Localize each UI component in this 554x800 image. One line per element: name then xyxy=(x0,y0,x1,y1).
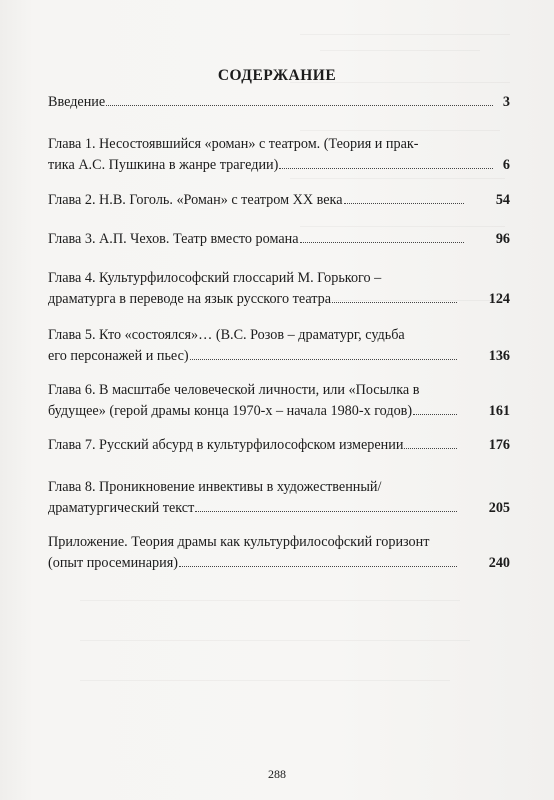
toc-page-number: 205 xyxy=(488,500,510,516)
toc-entry-chapter-7[interactable] xyxy=(48,435,510,456)
toc-entry-title-line1: Глава 8. Проникновение инвективы в художественный/ xyxy=(48,479,382,495)
toc-entry-title-line1: Глава 5. Кто «состоялся»… (В.С. Розов – драматург, судьба xyxy=(48,327,405,343)
toc-page-number: 6 xyxy=(502,157,510,173)
show-through-line xyxy=(290,178,505,179)
toc-entry-title-line1: Глава 4. Культурфилософский глоссарий М. Горького – xyxy=(48,270,382,286)
show-through-line xyxy=(300,130,500,131)
toc-entry-title: Глава 2. Н.В. Гоголь. «Роман» с театром XX века xyxy=(48,192,343,208)
dot-leader xyxy=(300,233,464,243)
show-through-line xyxy=(320,50,480,51)
dot-leader xyxy=(195,502,456,512)
toc-entry-chapter-2[interactable] xyxy=(48,190,510,211)
toc-entry-title-line1: Глава 1. Несостоявшийся «роман» с театром. (Теория и прак- xyxy=(48,136,419,152)
dot-leader xyxy=(279,159,493,169)
toc-entry-appendix[interactable] xyxy=(48,532,510,574)
show-through-line xyxy=(80,680,450,681)
toc-entry-title-line1: Приложение. Теория драмы как культурфилософский горизонт xyxy=(48,534,430,550)
toc-page-number: 136 xyxy=(488,348,510,364)
dot-leader xyxy=(413,405,457,415)
dot-leader xyxy=(190,350,457,360)
show-through-line xyxy=(300,226,505,227)
toc-entry-title-line2: будущее» (герой драмы конца 1970-х – начала 1980-х годов) xyxy=(48,403,413,419)
toc-entry-title-line2: драматурга в переводе на язык русского театра xyxy=(48,291,332,307)
show-through-line xyxy=(80,640,470,641)
toc-page-number: 161 xyxy=(488,403,510,419)
toc-page-number: 96 xyxy=(495,231,510,247)
toc-entry-title-line2: драматургический текст xyxy=(48,500,195,516)
toc-entry-title: Введение xyxy=(48,94,106,110)
toc-title: СОДЕРЖАНИЕ xyxy=(217,67,337,84)
dot-leader xyxy=(106,96,493,106)
toc-entry-introduction[interactable] xyxy=(48,92,510,113)
toc-page-number: 54 xyxy=(495,192,510,208)
page-number: 288 xyxy=(268,767,286,781)
toc-entry-chapter-5[interactable] xyxy=(48,325,510,367)
toc-entry-chapter-8[interactable] xyxy=(48,477,510,519)
dot-leader xyxy=(404,439,456,449)
toc-entry-chapter-3[interactable] xyxy=(48,229,510,250)
toc-entry-title-line1: Глава 6. В масштабе человеческой личности, или «Посылка в xyxy=(48,382,420,398)
dot-leader xyxy=(179,557,457,567)
toc-entry-title-line2: его персонажей и пьес) xyxy=(48,348,189,364)
toc-entry-title-line2: (опыт просеминария) xyxy=(48,555,178,571)
toc-entry-chapter-4[interactable] xyxy=(48,268,510,310)
show-through-line xyxy=(80,600,460,601)
show-through-line xyxy=(300,34,510,35)
toc-entry-chapter-1[interactable] xyxy=(48,134,510,176)
toc-page-number: 240 xyxy=(488,555,510,571)
toc-page-number: 124 xyxy=(488,291,510,307)
toc-page-number: 176 xyxy=(488,437,510,453)
toc-entry-chapter-6[interactable] xyxy=(48,380,510,422)
toc-entry-title: Глава 3. А.П. Чехов. Театр вместо романа xyxy=(48,231,299,247)
dot-leader xyxy=(344,194,464,204)
dot-leader xyxy=(332,293,457,303)
toc-entry-title: Глава 7. Русский абсурд в культурфилософском измерении xyxy=(48,437,404,453)
toc-page-number: 3 xyxy=(502,94,510,110)
toc-entry-title-line2: тика А.С. Пушкина в жанре трагедии) xyxy=(48,157,279,173)
